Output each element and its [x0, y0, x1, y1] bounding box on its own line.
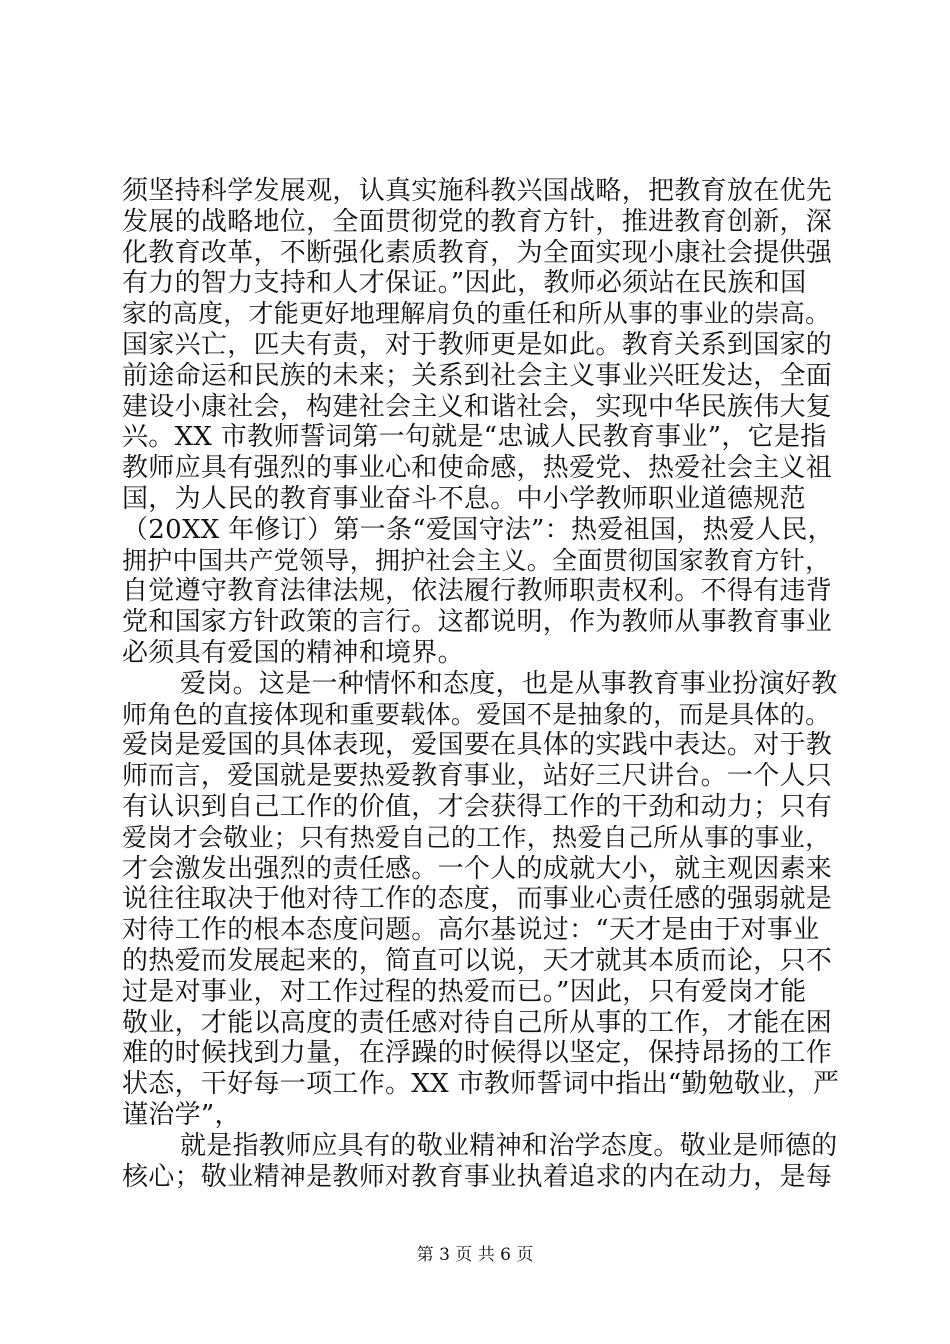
- text-line: 有力的智力支持和人才保证。”因此，教师必须站在民族和国: [122, 268, 807, 299]
- text-line: 教师应具有强烈的事业心和使命感，热爱党、热爱社会主义祖: [122, 453, 833, 484]
- text-line: 拥护中国共产党领导，拥护社会主义。全面贯彻国家教育方针，: [122, 545, 831, 575]
- text-line: 核心；敬业精神是教师对教育事业执着追求的内在动力，是每: [122, 1161, 833, 1192]
- text-line: 国家兴亡，匹夫有责，对于教师更是如此。教育关系到国家的: [122, 329, 833, 360]
- text-line: 党和国家方针政策的言行。这都说明，作为教师从事教育事业: [122, 607, 833, 638]
- text-line: 自觉遵守教育法律法规，依法履行教师职责权利。不得有违背: [122, 576, 833, 607]
- text-line: 谨治学”，: [122, 1099, 241, 1130]
- text-line: 须坚持科学发展观，认真实施科教兴国战略，把教育放在优先: [122, 176, 833, 206]
- text-line: 过是对事业，对工作过程的热爱而已。”因此，只有爱岗才能: [122, 976, 807, 1007]
- text-line: 爱岗。这是一种情怀和态度，也是从事教育事业扮演好教: [180, 668, 838, 699]
- text-line: 敬业，才能以高度的责任感对待自己所从事的工作，才能在困: [122, 1007, 833, 1038]
- text-line: 发展的战略地位，全面贯彻党的教育方针，推进教育创新，深: [122, 206, 833, 237]
- text-line: 的热爱而发展起来的，简直可以说，天才就其本质而论，只不: [122, 945, 833, 976]
- text-line: 师角色的直接体现和重要载体。爱国不是抽象的，而是具体的。: [122, 699, 831, 729]
- text-line: 说往往取决于他对待工作的态度，而事业心责任感的强弱就是: [122, 884, 833, 915]
- text-line: 有认识到自己工作的价值，才会获得工作的干劲和动力；只有: [122, 791, 833, 822]
- text-line: 师而言，爱国就是要热爱教育事业，站好三尺讲台。一个人只: [122, 761, 833, 792]
- text-line: 对待工作的根本态度问题。高尔基说过：“天才是由于对事业: [122, 915, 820, 946]
- page-footer: 第 3 页 共 6 页: [416, 1245, 534, 1265]
- text-line: 化教育改革，不断强化素质教育，为全面实现小康社会提供强: [122, 237, 833, 268]
- text-line: 难的时候找到力量，在浮躁的时候得以坚定，保持昂扬的工作: [122, 1038, 833, 1069]
- text-line: 兴。XX 市教师誓词第一句就是“忠诚人民教育事业”，它是指: [122, 422, 827, 453]
- text-line: （20XX 年修订）第一条“爱国守法”：热爱祖国，热爱人民，: [122, 514, 834, 545]
- text-line: 必须具有爱国的精神和境界。: [122, 637, 464, 668]
- text-line: 建设小康社会，构建社会主义和谐社会，实现中华民族伟大复: [122, 391, 833, 422]
- text-line: 国，为人民的教育事业奋斗不息。中小学教师职业道德规范: [122, 483, 806, 514]
- text-line: 爱岗是爱国的具体表现，爱国要在具体的实践中表达。对于教: [122, 730, 833, 761]
- text-line: 家的高度，才能更好地理解肩负的重任和所从事的事业的崇高。: [122, 299, 831, 329]
- text-line: 就是指教师应具有的敬业精神和治学态度。敬业是师德的: [180, 1130, 838, 1161]
- text-line: 才会激发出强烈的责任感。一个人的成就大小，就主观因素来: [122, 853, 833, 884]
- text-line: 前途命运和民族的未来；关系到社会主义事业兴旺发达，全面: [122, 360, 833, 391]
- body-text: [122, 176, 842, 1192]
- text-line: 爱岗才会敬业；只有热爱自己的工作，热爱自己所从事的事业，: [122, 822, 831, 852]
- text-line: 状态，干好每一项工作。XX 市教师誓词中指出“勤勉敬业，严: [122, 1069, 840, 1100]
